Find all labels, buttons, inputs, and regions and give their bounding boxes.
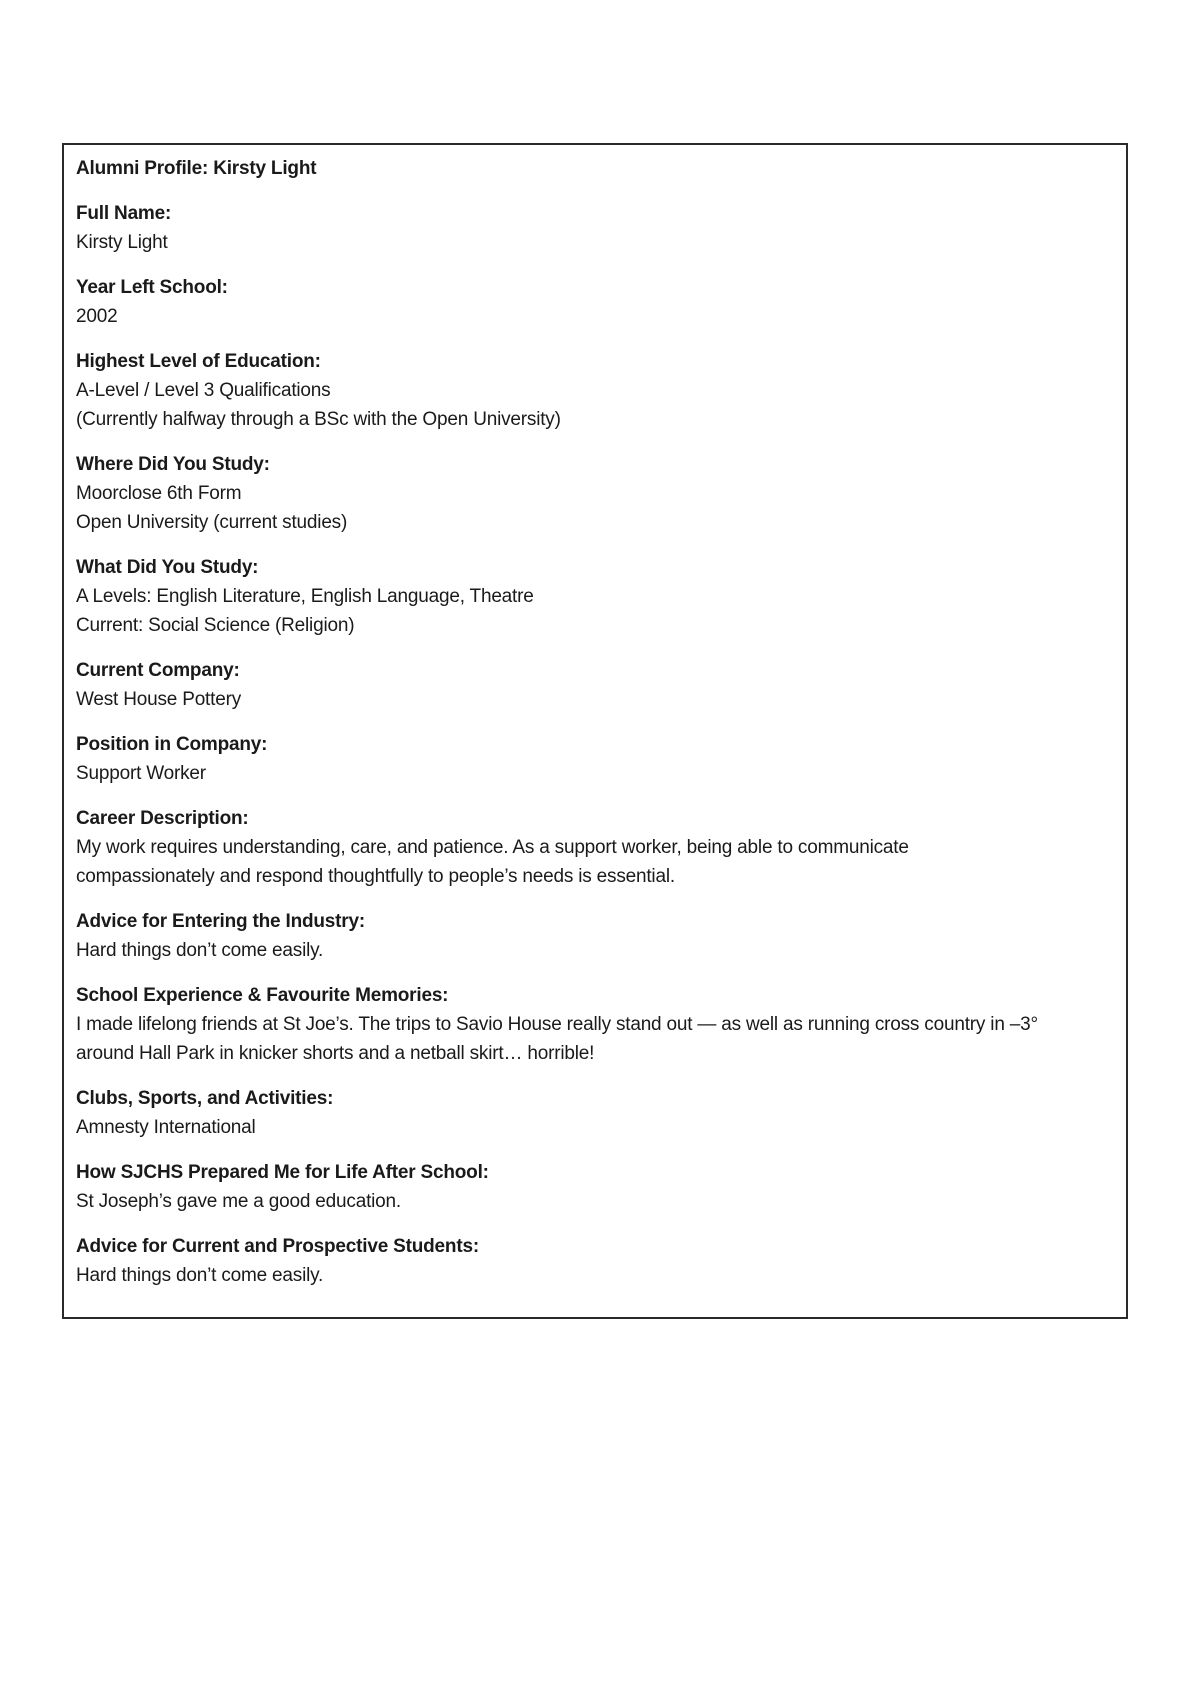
section-line: Open University (current studies) bbox=[76, 512, 348, 533]
section-label: Advice for Current and Prospective Students: bbox=[76, 1236, 479, 1257]
section-line: 2002 bbox=[76, 306, 118, 327]
section-line: Moorclose 6th Form bbox=[76, 483, 242, 504]
section-label: Career Description: bbox=[76, 808, 249, 829]
section-line: Current: Social Science (Religion) bbox=[76, 615, 355, 636]
profile-section bbox=[76, 656, 1110, 714]
profile-section bbox=[76, 804, 1110, 891]
section-line: (Currently halfway through a BSc with the Open University) bbox=[76, 409, 561, 430]
profile-section bbox=[76, 981, 1110, 1068]
profile-section bbox=[76, 347, 1110, 434]
profile-section bbox=[76, 553, 1110, 640]
section-label: Highest Level of Education: bbox=[76, 351, 321, 372]
section-label: Full Name: bbox=[76, 203, 172, 224]
page-title: Alumni Profile: Kirsty Light bbox=[76, 158, 317, 179]
section-label: Where Did You Study: bbox=[76, 454, 270, 475]
profile-section bbox=[76, 730, 1110, 788]
section-label: Year Left School: bbox=[76, 277, 228, 298]
section-line: West House Pottery bbox=[76, 689, 242, 710]
section-line: around Hall Park in knicker shorts and a netball skirt… horrible! bbox=[76, 1043, 595, 1064]
section-line: Hard things don’t come easily. bbox=[76, 940, 324, 961]
section-line: Amnesty International bbox=[76, 1117, 256, 1138]
section-label: Advice for Entering the Industry: bbox=[76, 911, 365, 932]
profile-section bbox=[76, 1158, 1110, 1216]
profile-section bbox=[76, 907, 1110, 965]
section-label: Position in Company: bbox=[76, 734, 268, 755]
section-line: compassionately and respond thoughtfully to people’s needs is essential. bbox=[76, 866, 675, 887]
profile-section bbox=[76, 450, 1110, 537]
section-line: A Levels: English Literature, English Language, Theatre bbox=[76, 586, 534, 607]
section-line: A-Level / Level 3 Qualifications bbox=[76, 380, 331, 401]
section-line: St Joseph’s gave me a good education. bbox=[76, 1191, 401, 1212]
section-label: Current Company: bbox=[76, 660, 240, 681]
sections-container bbox=[76, 199, 1110, 1290]
section-line: Hard things don’t come easily. bbox=[76, 1265, 324, 1286]
section-label: What Did You Study: bbox=[76, 557, 259, 578]
alumni-profile-box bbox=[62, 143, 1128, 1319]
profile-section bbox=[76, 1084, 1110, 1142]
profile-section bbox=[76, 199, 1110, 257]
section-line: My work requires understanding, care, and patience. As a support worker, being able to communicate bbox=[76, 837, 909, 858]
section-label: How SJCHS Prepared Me for Life After School: bbox=[76, 1162, 489, 1183]
profile-section bbox=[76, 273, 1110, 331]
section-line: I made lifelong friends at St Joe’s. The trips to Savio House really stand out — as well as running cross country in –3° bbox=[76, 1014, 1038, 1035]
section-label: School Experience & Favourite Memories: bbox=[76, 985, 449, 1006]
section-line: Support Worker bbox=[76, 763, 206, 784]
section-label: Clubs, Sports, and Activities: bbox=[76, 1088, 334, 1109]
profile-section bbox=[76, 1232, 1110, 1290]
section-line: Kirsty Light bbox=[76, 232, 168, 253]
